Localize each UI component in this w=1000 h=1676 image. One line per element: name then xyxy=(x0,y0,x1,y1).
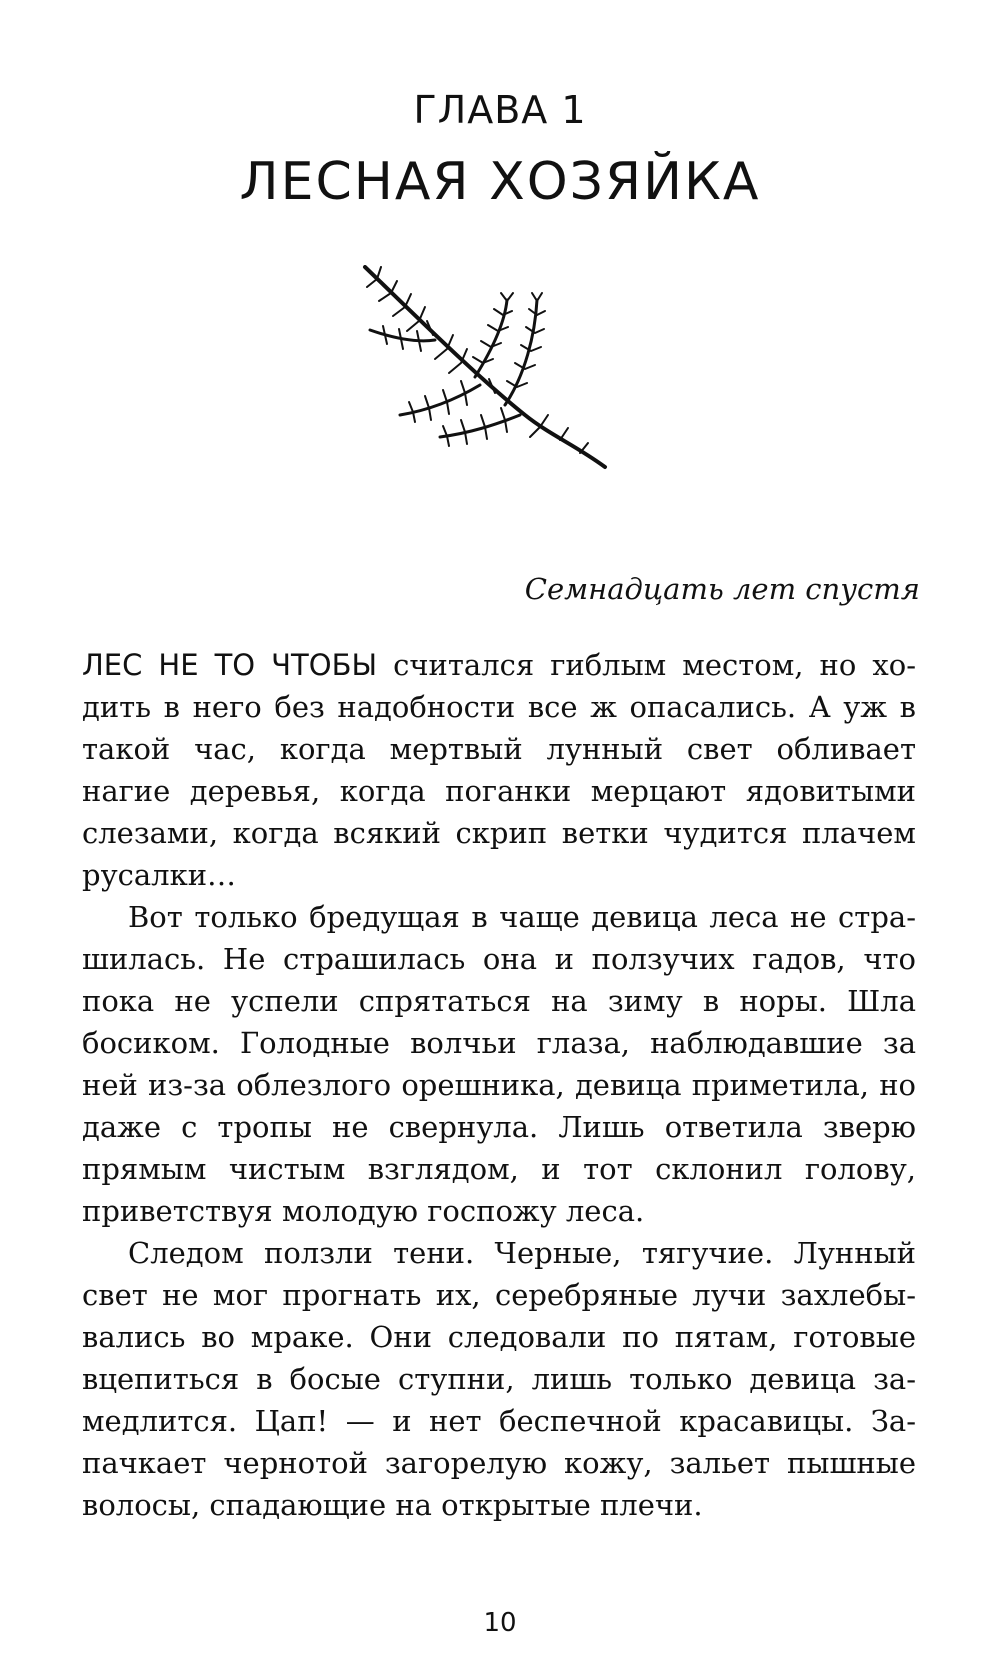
epigraph: Семнадцать лет спустя xyxy=(524,572,920,606)
chapter-title: ЛЕСНАЯ ХОЗЯЙКА xyxy=(239,152,761,212)
page-number: 10 xyxy=(483,1608,517,1638)
chapter-body xyxy=(82,644,916,1526)
paragraph xyxy=(82,644,916,896)
paragraph: Следом ползли тени. Черные, тягучие. Лунный свет не мог прогнать их, серебряные лучи захлебывались во мраке. Они следовали по пятам, готовые вцепиться в босые ступни, лишь только девица замедлится. Цап! — и нет беспечной красавицы. Запачкает чернотой загорелую кожу, зальет пышные волосы, спадающие на открытые плечи. xyxy=(82,1236,916,1522)
chapter-number: ГЛАВА 1 xyxy=(413,88,587,132)
paragraph: Вот только бредущая в чаще девица леса не страшилась. Не страшилась она и ползучих гадов, что пока не успели спрятаться на зиму в норы. Шла босиком. Голодные волчьи глаза, наблюдавшие за ней из-за облезлого орешника, девица приметила, но даже с тропы не свернула. Лишь ответила зверю прямым чистым взглядом, и тот склонил голову, приветствуя молодую госпожу леса. xyxy=(82,900,916,1228)
paragraph-text: считался гиблым местом, но ходить в него без надобности все ж опасались. А уж в такой час, когда мертвый лунный свет обливает нагие деревья, когда поганки мерцают ядовитыми слезами, когда всякий скрип ветки чудится плачем русалки… xyxy=(82,648,917,892)
lead-in: ЛЕС НЕ ТО ЧТОБЫ xyxy=(82,648,378,682)
fir-branch-icon xyxy=(355,265,625,480)
